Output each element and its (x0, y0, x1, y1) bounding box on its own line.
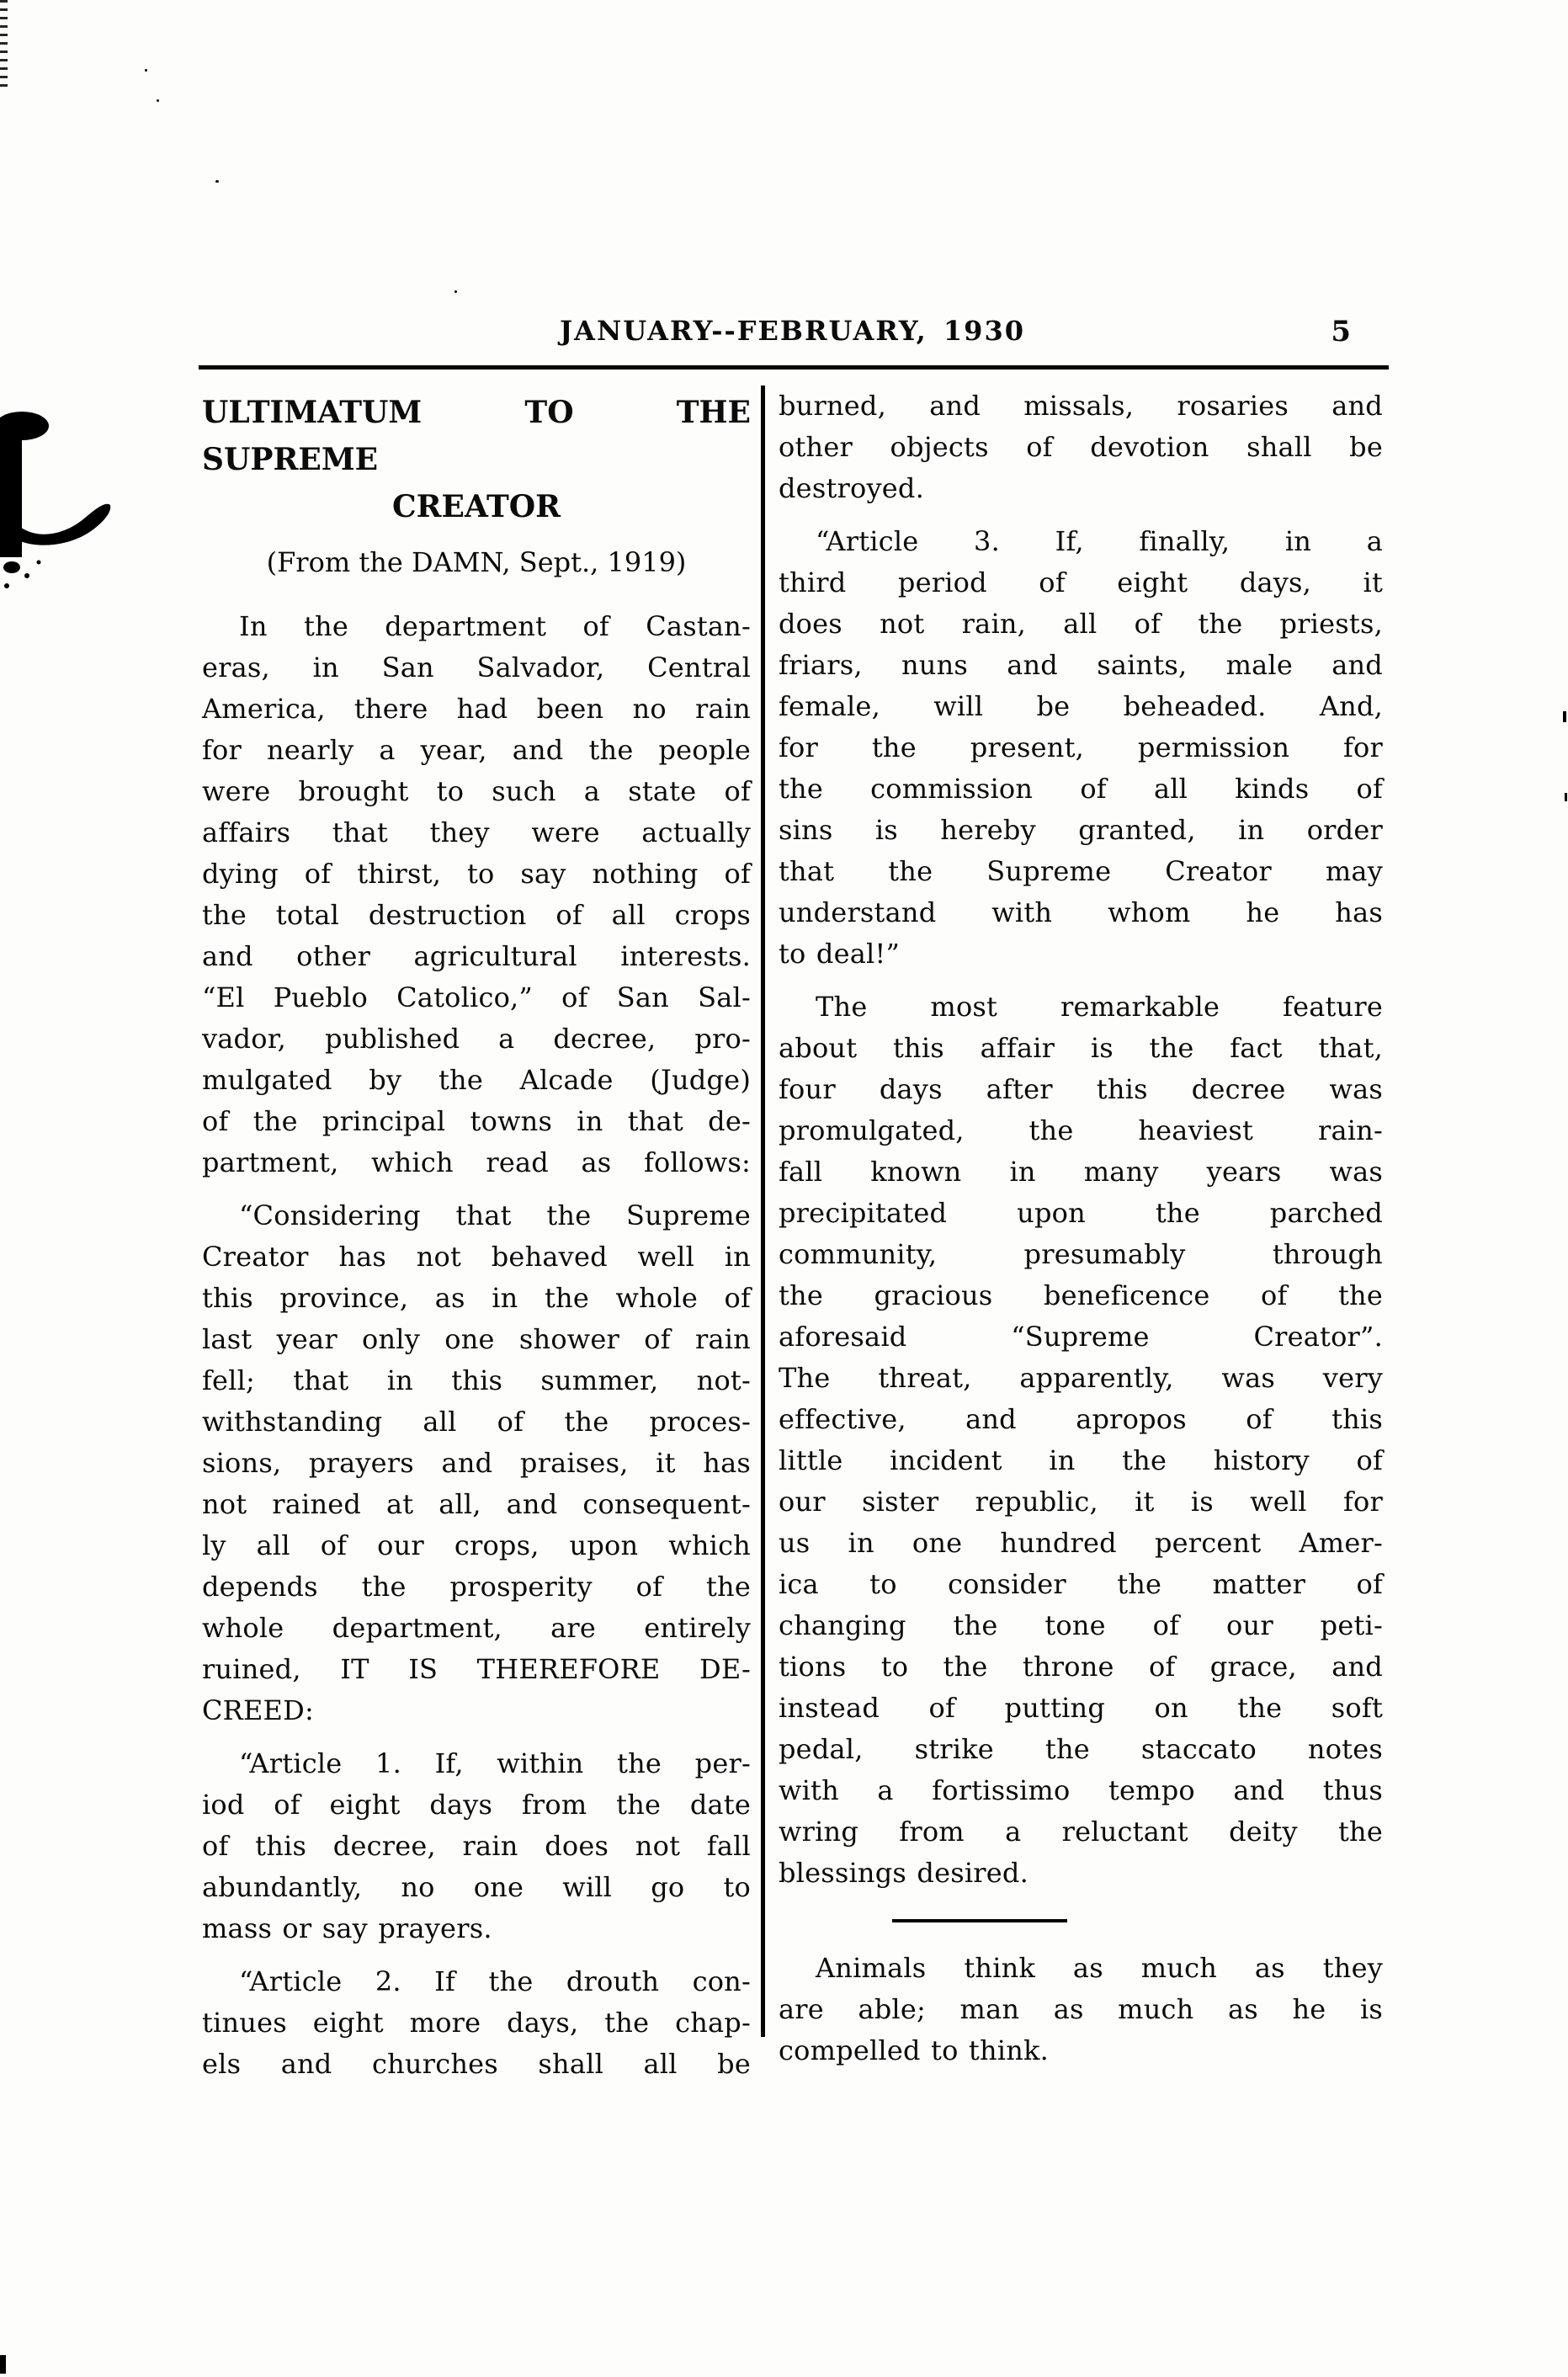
text-line: were brought to such a state of (202, 775, 751, 807)
text-line: and other agricultural interests. (202, 940, 751, 972)
scan-speck (1565, 793, 1567, 801)
text-line: female, will be beheaded. And, (779, 690, 1383, 722)
scan-speck (215, 180, 219, 183)
text-line: four days after this decree was (779, 1073, 1383, 1105)
text-line: tions to the throne of grace, and (779, 1651, 1383, 1683)
text-line: vador, published a decree, pro- (202, 1023, 751, 1055)
text-line: withstanding all of the proces- (202, 1406, 751, 1438)
text-line: The threat, apparently, was very (779, 1362, 1383, 1394)
text-line: “El Pueblo Catolico,” of San Sal- (202, 981, 751, 1013)
text-line: aforesaid “Supreme Creator”. (779, 1321, 1383, 1353)
page-header (202, 315, 1383, 355)
text-line: “Considering that the Supreme (239, 1199, 751, 1231)
article-source-line: (From the DAMN, Sept., 1919) (266, 546, 687, 578)
text-line: the gracious beneficence of the (779, 1279, 1383, 1311)
page-number: 5 (1331, 315, 1351, 348)
text-line: about this affair is the fact that, (779, 1032, 1383, 1064)
text-line: last year only one shower of rain (202, 1323, 751, 1355)
paragraph (779, 1948, 1383, 2071)
scan-edge-speckles (0, 0, 8, 93)
text-line: sions, prayers and praises, it has (202, 1447, 751, 1479)
text-line: mass or say prayers. (202, 1912, 492, 1944)
text-line: friars, nuns and saints, male and (779, 649, 1383, 681)
scan-speck (1563, 711, 1566, 722)
text-line: ruined, IT IS THEREFORE DE- (202, 1653, 751, 1685)
text-line: blessings desired. (779, 1857, 1029, 1889)
paragraph (202, 1195, 751, 1731)
text-line: “Article 2. If the drouth con- (239, 1965, 751, 1997)
text-line: fall known in many years was (779, 1156, 1383, 1188)
article-title-line-2: CREATOR (391, 489, 561, 524)
text-line: Creator has not behaved well in (202, 1241, 751, 1273)
text-line: depends the prosperity of the (202, 1571, 751, 1603)
paragraph (202, 1961, 751, 2085)
column-divider-rule (761, 386, 765, 2037)
scan-speck (454, 290, 457, 293)
text-line: effective, and apropos of this (779, 1403, 1383, 1435)
scan-speck (157, 99, 159, 102)
text-line: fell; that in this summer, not- (202, 1364, 751, 1396)
text-line: pedal, strike the staccato notes (779, 1733, 1383, 1765)
paragraph (779, 986, 1383, 1894)
text-line: for nearly a year, and the people (202, 734, 751, 766)
text-line: precipitated upon the parched (779, 1197, 1383, 1229)
text-line: to deal!” (779, 938, 901, 970)
text-line: tinues eight more days, the chap- (202, 2007, 751, 2039)
text-line: for the present, permission for (779, 731, 1383, 763)
text-line: abundantly, no one will go to (202, 1871, 751, 1903)
text-line: third period of eight days, it (779, 566, 1383, 598)
text-line: America, there had been no rain (202, 693, 751, 725)
text-line: mulgated by the Alcade (Judge) (202, 1064, 751, 1096)
paragraph (779, 386, 1383, 509)
text-line: of the principal towns in that de- (202, 1105, 751, 1137)
right-column-body (779, 386, 1383, 2071)
text-line: us in one hundred percent Amer- (779, 1527, 1383, 1559)
text-line: not rained at all, and consequent- (202, 1488, 751, 1520)
article-columns (202, 386, 1383, 2085)
text-line: the total destruction of all crops (202, 899, 751, 931)
header-rule (199, 365, 1389, 370)
text-line: ly all of our crops, upon which (202, 1529, 751, 1561)
text-line: iod of eight days from the date (202, 1789, 751, 1821)
text-line: of this decree, rain does not fall (202, 1830, 751, 1862)
right-column (779, 386, 1383, 2071)
text-line: els and churches shall all be (202, 2048, 751, 2080)
section-divider-rule (892, 1919, 1067, 1922)
paragraph (202, 1743, 751, 1949)
left-column-body (202, 606, 751, 2085)
text-line: CREED: (202, 1694, 314, 1726)
text-line: whole department, are entirely (202, 1612, 751, 1644)
text-line: little incident in the history of (779, 1444, 1383, 1476)
left-column (202, 386, 751, 2085)
text-line: burned, and missals, rosaries and (779, 390, 1383, 422)
scan-ink-blob (0, 402, 114, 600)
text-line: eras, in San Salvador, Central (202, 651, 751, 683)
text-line: dying of thirst, to say nothing of (202, 858, 751, 890)
text-line: ica to consider the matter of (779, 1568, 1383, 1600)
text-line: In the department of Castan- (239, 610, 751, 642)
paragraph (779, 521, 1383, 975)
scan-corner-mark (0, 2355, 6, 2374)
article-title-line-1: ULTIMATUM TO THE SUPREME (202, 395, 751, 477)
text-line: changing the tone of our peti- (779, 1609, 1383, 1641)
text-line: compelled to think. (779, 2034, 1049, 2066)
text-line: that the Supreme Creator may (779, 855, 1383, 887)
text-line: community, presumably through (779, 1238, 1383, 1270)
text-line: promulgated, the heaviest rain- (779, 1114, 1383, 1146)
text-line: sins is hereby granted, in order (779, 814, 1383, 846)
text-line: other objects of devotion shall be (779, 431, 1383, 463)
text-line: understand with whom he has (779, 896, 1383, 928)
text-line: with a fortissimo tempo and thus (779, 1774, 1383, 1806)
text-line: affairs that they were actually (202, 816, 751, 848)
text-line: does not rain, all of the priests, (779, 608, 1383, 640)
paragraph (202, 606, 751, 1183)
issue-date: JANUARY--FEBRUARY, 1930 (560, 315, 1025, 347)
text-line: are able; man as much as he is (779, 1993, 1383, 2025)
text-line: destroyed. (779, 472, 924, 504)
text-line: “Article 1. If, within the per- (239, 1747, 751, 1779)
text-line: partment, which read as follows: (202, 1146, 751, 1178)
text-line: the commission of all kinds of (779, 773, 1383, 805)
text-line: “Article 3. If, finally, in a (816, 525, 1383, 557)
text-line: instead of putting on the soft (779, 1692, 1383, 1724)
text-line: The most remarkable feature (816, 991, 1383, 1023)
text-line: Animals think as much as they (816, 1952, 1383, 1984)
text-line: our sister republic, it is well for (779, 1486, 1383, 1518)
scan-speck (145, 69, 147, 72)
text-line: wring from a reluctant deity the (779, 1816, 1383, 1848)
text-line: this province, as in the whole of (202, 1282, 751, 1314)
